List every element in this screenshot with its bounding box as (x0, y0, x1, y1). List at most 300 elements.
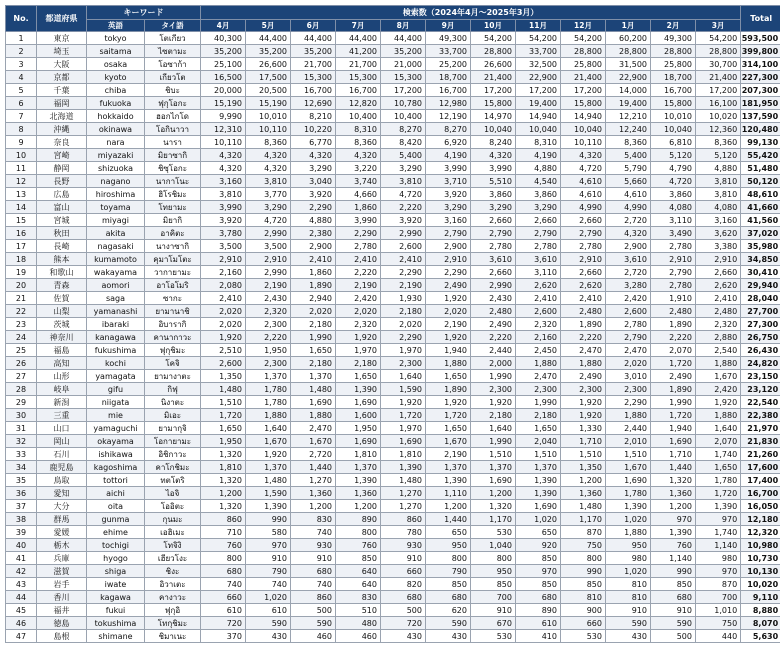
table-row (6, 357, 780, 370)
monthly-count: 3,810 (696, 175, 741, 188)
monthly-count: 650 (426, 526, 471, 539)
row-number: 25 (6, 344, 37, 357)
monthly-count: 610 (246, 604, 291, 617)
monthly-count: 2,410 (561, 292, 606, 305)
prefecture-name: 奈良 (37, 136, 87, 149)
monthly-count: 32,500 (516, 58, 561, 71)
total-count: 16,050 (741, 500, 780, 513)
monthly-count: 2,660 (471, 214, 516, 227)
monthly-count: 8,210 (291, 110, 336, 123)
monthly-count: 4,610 (561, 188, 606, 201)
monthly-count: 1,920 (381, 396, 426, 409)
monthly-count: 890 (336, 513, 381, 526)
header-month: 9月 (426, 20, 471, 32)
monthly-count: 590 (606, 617, 651, 630)
monthly-count: 2,780 (516, 240, 561, 253)
monthly-count: 2,290 (336, 227, 381, 240)
header-thai: タイ語 (145, 20, 201, 32)
monthly-count: 1,640 (696, 422, 741, 435)
monthly-count: 4,320 (246, 149, 291, 162)
prefecture-name: 栃木 (37, 539, 87, 552)
monthly-count: 4,320 (336, 149, 381, 162)
monthly-count: 2,220 (246, 331, 291, 344)
monthly-count: 4,720 (561, 162, 606, 175)
monthly-count: 1,880 (696, 357, 741, 370)
monthly-count: 16,100 (696, 97, 741, 110)
monthly-count: 8,360 (606, 136, 651, 149)
table-row (6, 500, 780, 513)
monthly-count: 8,310 (516, 136, 561, 149)
monthly-count: 28,800 (606, 45, 651, 58)
monthly-count: 1,990 (651, 396, 696, 409)
monthly-count: 14,970 (471, 110, 516, 123)
monthly-count: 1,320 (471, 500, 516, 513)
keyword-thai: นิงาตะ (145, 396, 201, 409)
monthly-count: 1,650 (201, 422, 246, 435)
monthly-count: 680 (651, 591, 696, 604)
monthly-count: 8,240 (471, 136, 516, 149)
table-row (6, 461, 780, 474)
monthly-count: 530 (471, 630, 516, 643)
total-count: 30,410 (741, 266, 780, 279)
keyword-thai: คางาวะ (145, 591, 201, 604)
monthly-count: 970 (246, 539, 291, 552)
header-month: 7月 (336, 20, 381, 32)
prefecture-name: 滋賀 (37, 565, 87, 578)
row-number: 3 (6, 58, 37, 71)
keyword-thai: ยามากุจิ (145, 422, 201, 435)
keyword-thai: ฟุกุโอกะ (145, 97, 201, 110)
monthly-count: 910 (291, 552, 336, 565)
monthly-count: 12,690 (291, 97, 336, 110)
row-number: 36 (6, 487, 37, 500)
table-row (6, 71, 780, 84)
monthly-count: 3,920 (291, 188, 336, 201)
monthly-count: 49,300 (651, 32, 696, 45)
monthly-count: 4,880 (696, 162, 741, 175)
monthly-count: 3,860 (516, 188, 561, 201)
monthly-count: 17,500 (246, 71, 291, 84)
monthly-count: 2,040 (516, 435, 561, 448)
monthly-count: 2,780 (471, 240, 516, 253)
keyword-thai: ยามานาชิ (145, 305, 201, 318)
monthly-count: 850 (651, 578, 696, 591)
table-row (6, 448, 780, 461)
total-count: 21,830 (741, 435, 780, 448)
prefecture-name: 東京 (37, 32, 87, 45)
total-count: 48,610 (741, 188, 780, 201)
monthly-count: 3,810 (381, 175, 426, 188)
monthly-count: 4,790 (651, 162, 696, 175)
row-number: 5 (6, 84, 37, 97)
monthly-count: 25,100 (201, 58, 246, 71)
table-container (5, 5, 779, 643)
monthly-count: 20,000 (201, 84, 246, 97)
keyword-english: oita (87, 500, 145, 513)
monthly-count: 4,320 (561, 149, 606, 162)
keyword-english: okayama (87, 435, 145, 448)
row-number: 28 (6, 383, 37, 396)
monthly-count: 8,270 (381, 123, 426, 136)
monthly-count: 1,740 (696, 526, 741, 539)
monthly-count: 1,510 (471, 448, 516, 461)
table-row (6, 344, 780, 357)
monthly-count: 2,410 (381, 253, 426, 266)
monthly-count: 28,800 (696, 45, 741, 58)
monthly-count: 3,500 (246, 240, 291, 253)
row-number: 7 (6, 110, 37, 123)
monthly-count: 2,020 (606, 357, 651, 370)
monthly-count: 660 (561, 617, 606, 630)
monthly-count: 640 (336, 565, 381, 578)
monthly-count: 930 (291, 539, 336, 552)
monthly-count: 700 (471, 591, 516, 604)
keyword-english: kumamoto (87, 253, 145, 266)
prefecture-name: 石川 (37, 448, 87, 461)
monthly-count: 2,720 (291, 448, 336, 461)
monthly-count: 49,300 (426, 32, 471, 45)
monthly-count: 850 (516, 578, 561, 591)
table-row (6, 617, 780, 630)
monthly-count: 2,410 (201, 292, 246, 305)
monthly-count: 2,480 (471, 305, 516, 318)
monthly-count: 3,290 (291, 162, 336, 175)
keyword-thai: โทกุชิมะ (145, 617, 201, 630)
monthly-count: 970 (651, 513, 696, 526)
monthly-count: 8,310 (336, 123, 381, 136)
monthly-count: 1,390 (516, 474, 561, 487)
table-row (6, 578, 780, 591)
keyword-thai: นางาซากิ (145, 240, 201, 253)
monthly-count: 1,720 (426, 409, 471, 422)
monthly-count: 750 (696, 617, 741, 630)
header-month: 6月 (291, 20, 336, 32)
monthly-count: 15,800 (561, 97, 606, 110)
monthly-count: 1,170 (561, 513, 606, 526)
monthly-count: 1,670 (291, 435, 336, 448)
total-count: 12,320 (741, 526, 780, 539)
monthly-count: 21,400 (471, 71, 516, 84)
monthly-count: 1,510 (606, 448, 651, 461)
keyword-thai: อิชิกาวะ (145, 448, 201, 461)
total-count: 34,850 (741, 253, 780, 266)
monthly-count: 760 (201, 539, 246, 552)
monthly-count: 1,510 (201, 396, 246, 409)
monthly-count: 4,190 (426, 149, 471, 162)
monthly-count: 2,320 (516, 318, 561, 331)
monthly-count: 820 (381, 578, 426, 591)
monthly-count: 900 (561, 604, 606, 617)
keyword-english: miyazaki (87, 149, 145, 162)
monthly-count: 910 (246, 552, 291, 565)
row-number: 35 (6, 474, 37, 487)
monthly-count: 3,710 (426, 175, 471, 188)
total-count: 26,750 (741, 331, 780, 344)
monthly-count: 1,880 (291, 409, 336, 422)
monthly-count: 4,720 (246, 214, 291, 227)
monthly-count: 1,670 (426, 435, 471, 448)
keyword-thai: นากาโนะ (145, 175, 201, 188)
monthly-count: 1,650 (426, 370, 471, 383)
monthly-count: 2,320 (336, 318, 381, 331)
monthly-count: 4,540 (516, 175, 561, 188)
header-month: 1月 (606, 20, 651, 32)
keyword-english: tokushima (87, 617, 145, 630)
monthly-count: 590 (291, 617, 336, 630)
monthly-count: 2,020 (201, 305, 246, 318)
row-number: 2 (6, 45, 37, 58)
monthly-count: 2,020 (291, 305, 336, 318)
monthly-count: 1,690 (471, 474, 516, 487)
total-count: 314,100 (741, 58, 780, 71)
keyword-english: tottori (87, 474, 145, 487)
monthly-count: 1,270 (291, 474, 336, 487)
row-number: 37 (6, 500, 37, 513)
monthly-count: 12,310 (201, 123, 246, 136)
monthly-count: 1,880 (696, 409, 741, 422)
prefecture-name: 群馬 (37, 513, 87, 526)
monthly-count: 3,610 (471, 253, 516, 266)
table-row (6, 175, 780, 188)
total-count: 399,800 (741, 45, 780, 58)
monthly-count: 12,980 (426, 97, 471, 110)
table-row (6, 526, 780, 539)
monthly-count: 3,780 (201, 227, 246, 240)
monthly-count: 3,280 (606, 279, 651, 292)
monthly-count: 4,880 (516, 162, 561, 175)
monthly-count: 1,390 (651, 526, 696, 539)
monthly-count: 2,620 (516, 279, 561, 292)
monthly-count: 750 (561, 539, 606, 552)
header-month: 11月 (516, 20, 561, 32)
monthly-count: 710 (201, 526, 246, 539)
monthly-count: 1,810 (201, 461, 246, 474)
table-row (6, 201, 780, 214)
monthly-count: 1,370 (516, 461, 561, 474)
monthly-count: 2,180 (381, 305, 426, 318)
table-row (6, 32, 780, 45)
monthly-count: 2,880 (696, 331, 741, 344)
monthly-count: 1,170 (471, 513, 516, 526)
row-number: 15 (6, 214, 37, 227)
monthly-count: 950 (471, 565, 516, 578)
keyword-english: fukuoka (87, 97, 145, 110)
monthly-count: 1,910 (651, 292, 696, 305)
monthly-count: 1,390 (696, 500, 741, 513)
monthly-count: 1,690 (606, 474, 651, 487)
prefecture-name: 神奈川 (37, 331, 87, 344)
search-volume-table (5, 5, 780, 643)
monthly-count: 970 (696, 513, 741, 526)
monthly-count: 2,430 (246, 292, 291, 305)
keyword-english: shizuoka (87, 162, 145, 175)
monthly-count: 1,650 (336, 370, 381, 383)
monthly-count: 12,820 (336, 97, 381, 110)
monthly-count: 1,920 (426, 396, 471, 409)
monthly-count: 2,720 (606, 214, 651, 227)
monthly-count: 6,770 (291, 136, 336, 149)
keyword-thai: โทจิงิ (145, 539, 201, 552)
monthly-count: 1,440 (291, 461, 336, 474)
prefecture-name: 岡山 (37, 435, 87, 448)
table-row (6, 279, 780, 292)
prefecture-name: 青森 (37, 279, 87, 292)
monthly-count: 10,040 (516, 123, 561, 136)
monthly-count: 2,300 (471, 383, 516, 396)
table-row (6, 162, 780, 175)
monthly-count: 3,920 (426, 188, 471, 201)
keyword-english: saitama (87, 45, 145, 58)
row-number: 29 (6, 396, 37, 409)
monthly-count: 2,300 (516, 383, 561, 396)
table-row (6, 58, 780, 71)
monthly-count: 3,110 (516, 266, 561, 279)
row-number: 41 (6, 552, 37, 565)
monthly-count: 1,320 (651, 474, 696, 487)
monthly-count: 2,790 (426, 227, 471, 240)
prefecture-name: 新潟 (37, 396, 87, 409)
monthly-count: 1,020 (246, 591, 291, 604)
keyword-thai: มิยาซากิ (145, 149, 201, 162)
monthly-count: 860 (291, 591, 336, 604)
monthly-count: 850 (471, 578, 516, 591)
monthly-count: 1,320 (201, 500, 246, 513)
prefecture-name: 長崎 (37, 240, 87, 253)
prefecture-name: 静岡 (37, 162, 87, 175)
monthly-count: 410 (516, 630, 561, 643)
monthly-count: 2,450 (516, 344, 561, 357)
monthly-count: 4,320 (201, 149, 246, 162)
keyword-english: shimane (87, 630, 145, 643)
total-count: 35,980 (741, 240, 780, 253)
monthly-count: 2,290 (381, 331, 426, 344)
monthly-count: 2,290 (426, 266, 471, 279)
keyword-english: akita (87, 227, 145, 240)
monthly-count: 1,650 (426, 422, 471, 435)
monthly-count: 2,490 (651, 370, 696, 383)
monthly-count: 790 (246, 565, 291, 578)
monthly-count: 2,410 (516, 292, 561, 305)
monthly-count: 16,500 (201, 71, 246, 84)
row-number: 9 (6, 136, 37, 149)
monthly-count: 3,160 (201, 175, 246, 188)
row-number: 13 (6, 188, 37, 201)
monthly-count: 10,400 (336, 110, 381, 123)
monthly-count: 3,490 (651, 227, 696, 240)
monthly-count: 2,420 (696, 383, 741, 396)
monthly-count: 1,640 (471, 422, 516, 435)
total-count: 9,110 (741, 591, 780, 604)
monthly-count: 1,810 (336, 448, 381, 461)
monthly-count: 12,240 (606, 123, 651, 136)
row-number: 47 (6, 630, 37, 643)
monthly-count: 460 (336, 630, 381, 643)
monthly-count: 640 (336, 578, 381, 591)
keyword-english: ehime (87, 526, 145, 539)
monthly-count: 2,470 (561, 344, 606, 357)
monthly-count: 3,290 (426, 201, 471, 214)
monthly-count: 680 (201, 565, 246, 578)
monthly-count: 2,660 (471, 266, 516, 279)
monthly-count: 17,200 (381, 84, 426, 97)
monthly-count: 2,620 (696, 279, 741, 292)
monthly-count: 1,350 (561, 461, 606, 474)
monthly-count: 2,660 (516, 214, 561, 227)
monthly-count: 2,990 (381, 227, 426, 240)
total-count: 27,700 (741, 305, 780, 318)
monthly-count: 3,380 (696, 240, 741, 253)
monthly-count: 21,700 (336, 58, 381, 71)
monthly-count: 2,180 (471, 409, 516, 422)
keyword-thai: ชิซุโอกะ (145, 162, 201, 175)
monthly-count: 25,800 (561, 58, 606, 71)
monthly-count: 970 (516, 565, 561, 578)
monthly-count: 2,300 (246, 318, 291, 331)
monthly-count: 10,780 (381, 97, 426, 110)
monthly-count: 21,700 (291, 58, 336, 71)
monthly-count: 1,360 (561, 487, 606, 500)
prefecture-name: 千葉 (37, 84, 87, 97)
monthly-count: 15,300 (381, 71, 426, 84)
monthly-count: 1,480 (561, 500, 606, 513)
monthly-count: 890 (516, 604, 561, 617)
monthly-count: 3,610 (516, 253, 561, 266)
monthly-count: 4,320 (606, 227, 651, 240)
row-number: 30 (6, 409, 37, 422)
monthly-count: 680 (381, 591, 426, 604)
monthly-count: 590 (246, 617, 291, 630)
keyword-english: niigata (87, 396, 145, 409)
monthly-count: 2,410 (336, 253, 381, 266)
monthly-count: 2,300 (246, 357, 291, 370)
keyword-english: miyagi (87, 214, 145, 227)
monthly-count: 1,990 (516, 396, 561, 409)
monthly-count: 530 (471, 526, 516, 539)
keyword-english: nagano (87, 175, 145, 188)
monthly-count: 1,200 (561, 474, 606, 487)
total-count: 23,150 (741, 370, 780, 383)
monthly-count: 500 (291, 604, 336, 617)
keyword-english: kagoshima (87, 461, 145, 474)
monthly-count: 2,600 (201, 357, 246, 370)
monthly-count: 5,660 (606, 175, 651, 188)
monthly-count: 760 (336, 539, 381, 552)
monthly-count: 1,330 (561, 422, 606, 435)
monthly-count: 1,320 (201, 448, 246, 461)
monthly-count: 1,270 (381, 500, 426, 513)
table-row (6, 318, 780, 331)
total-count: 17,600 (741, 461, 780, 474)
monthly-count: 930 (381, 539, 426, 552)
total-count: 26,430 (741, 344, 780, 357)
monthly-count: 16,700 (426, 84, 471, 97)
monthly-count: 1,590 (246, 487, 291, 500)
keyword-english: nara (87, 136, 145, 149)
monthly-count: 35,200 (381, 45, 426, 58)
monthly-count: 2,510 (201, 344, 246, 357)
monthly-count: 54,200 (471, 32, 516, 45)
keyword-english: fukui (87, 604, 145, 617)
monthly-count: 980 (606, 552, 651, 565)
row-number: 18 (6, 253, 37, 266)
row-number: 16 (6, 227, 37, 240)
monthly-count: 35,200 (201, 45, 246, 58)
monthly-count: 3,770 (246, 188, 291, 201)
monthly-count: 1,780 (606, 487, 651, 500)
monthly-count: 2,190 (336, 279, 381, 292)
monthly-count: 2,070 (696, 435, 741, 448)
table-row (6, 266, 780, 279)
